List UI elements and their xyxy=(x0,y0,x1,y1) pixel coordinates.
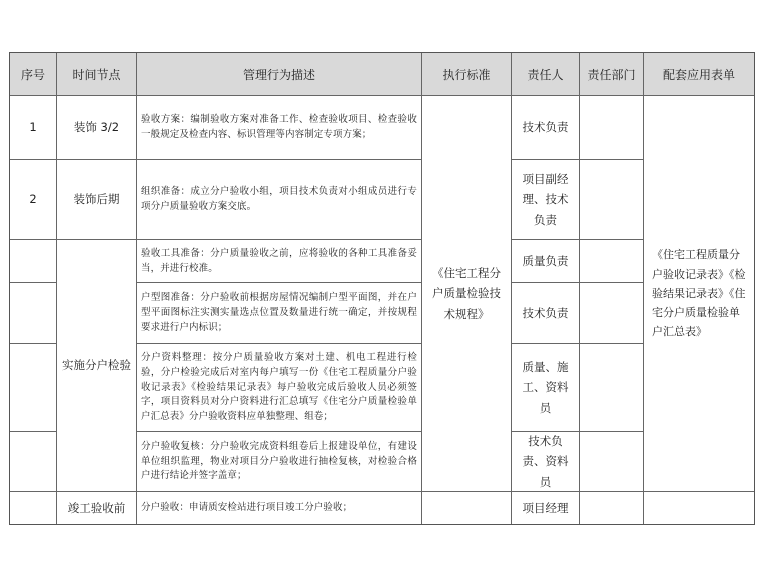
row5-description: 分户资料整理：按分户质量验收方案对土建、机电工程进行检验，分户检验完成后对室内每户填写一份《住宅工程质量分户验收记录表》《检验结果记录表》每户验收完成后验收人员必须签字，项目资料员对分户资料进行汇总填写《住宅分户质量检验单户汇总表》分户验收资料应单独整理、组卷； xyxy=(137,344,422,432)
header-department: 责任部门 xyxy=(580,53,644,96)
row4-description: 户型图准备：分户验收前根据房屋情况编制户型平面图，并在户型平面图标注实测实量选点位置及数量进行统一确定，并按规程要求进行户内标识； xyxy=(137,283,422,344)
header-seq: 序号 xyxy=(10,53,57,96)
row2-department xyxy=(580,160,644,240)
header-responsible-person: 责任人 xyxy=(512,53,580,96)
row6-responsible: 技术负责、资料员 xyxy=(512,432,580,492)
row1-description: 验收方案：编制验收方案对准备工作、检查验收项目、检查验收一般规定及检查内容、标识管理等内容制定专项方案； xyxy=(137,96,422,160)
row4-responsible: 技术负责 xyxy=(512,283,580,344)
row7-department xyxy=(580,492,644,524)
row1-responsible: 技术负责 xyxy=(512,96,580,160)
row6-department xyxy=(580,432,644,492)
row7-forms xyxy=(644,492,754,524)
row4-seq xyxy=(10,283,57,344)
row6-seq xyxy=(10,432,57,492)
row2-description: 组织准备：成立分户验收小组，项目技术负责对小组成员进行专项分户质量验收方案交底。 xyxy=(137,160,422,240)
row7-responsible: 项目经理 xyxy=(512,492,580,524)
header-time: 时间节点 xyxy=(57,53,137,96)
header-description: 管理行为描述 xyxy=(137,53,422,96)
row4-department xyxy=(580,283,644,344)
row7-description: 分户验收：申请质安检站进行项目竣工分户验收； xyxy=(137,492,422,524)
row3-description: 验收工具准备：分户质量验收之前，应将验收的各种工具准备妥当，并进行校准。 xyxy=(137,240,422,283)
row2-time: 装饰后期 xyxy=(57,160,137,240)
execution-standard: 《住宅工程分户质量检验技术规程》 xyxy=(422,96,512,492)
row1-seq: 1 xyxy=(10,96,57,160)
row3-department xyxy=(580,240,644,283)
row5-responsible: 质量、施工、资料员 xyxy=(512,344,580,432)
row5-seq xyxy=(10,344,57,432)
row7-seq xyxy=(10,492,57,524)
header-standard: 执行标准 xyxy=(422,53,512,96)
row7-time: 竣工验收前 xyxy=(57,492,137,524)
quality-inspection-table xyxy=(9,52,755,525)
row1-time: 装饰 3/2 xyxy=(57,96,137,160)
header-forms: 配套应用表单 xyxy=(644,53,754,96)
row2-responsible: 项目副经理、技术负责 xyxy=(512,160,580,240)
row7-standard xyxy=(422,492,512,524)
row3-seq xyxy=(10,240,57,283)
row5-department xyxy=(580,344,644,432)
row3-responsible: 质量负责 xyxy=(512,240,580,283)
implement-time: 实施分户检验 xyxy=(57,240,137,492)
row6-description: 分户验收复核：分户验收完成资料组卷后上报建设单位，有建设单位组织监理，物业对项目分户验收进行抽检复核，对检验合格户进行结论并签字盖章； xyxy=(137,432,422,492)
supporting-forms: 《住宅工程质量分户验收记录表》《检验结果记录表》《住宅分户质量检验单户汇总表》 xyxy=(644,96,754,492)
row2-seq: 2 xyxy=(10,160,57,240)
row1-department xyxy=(580,96,644,160)
